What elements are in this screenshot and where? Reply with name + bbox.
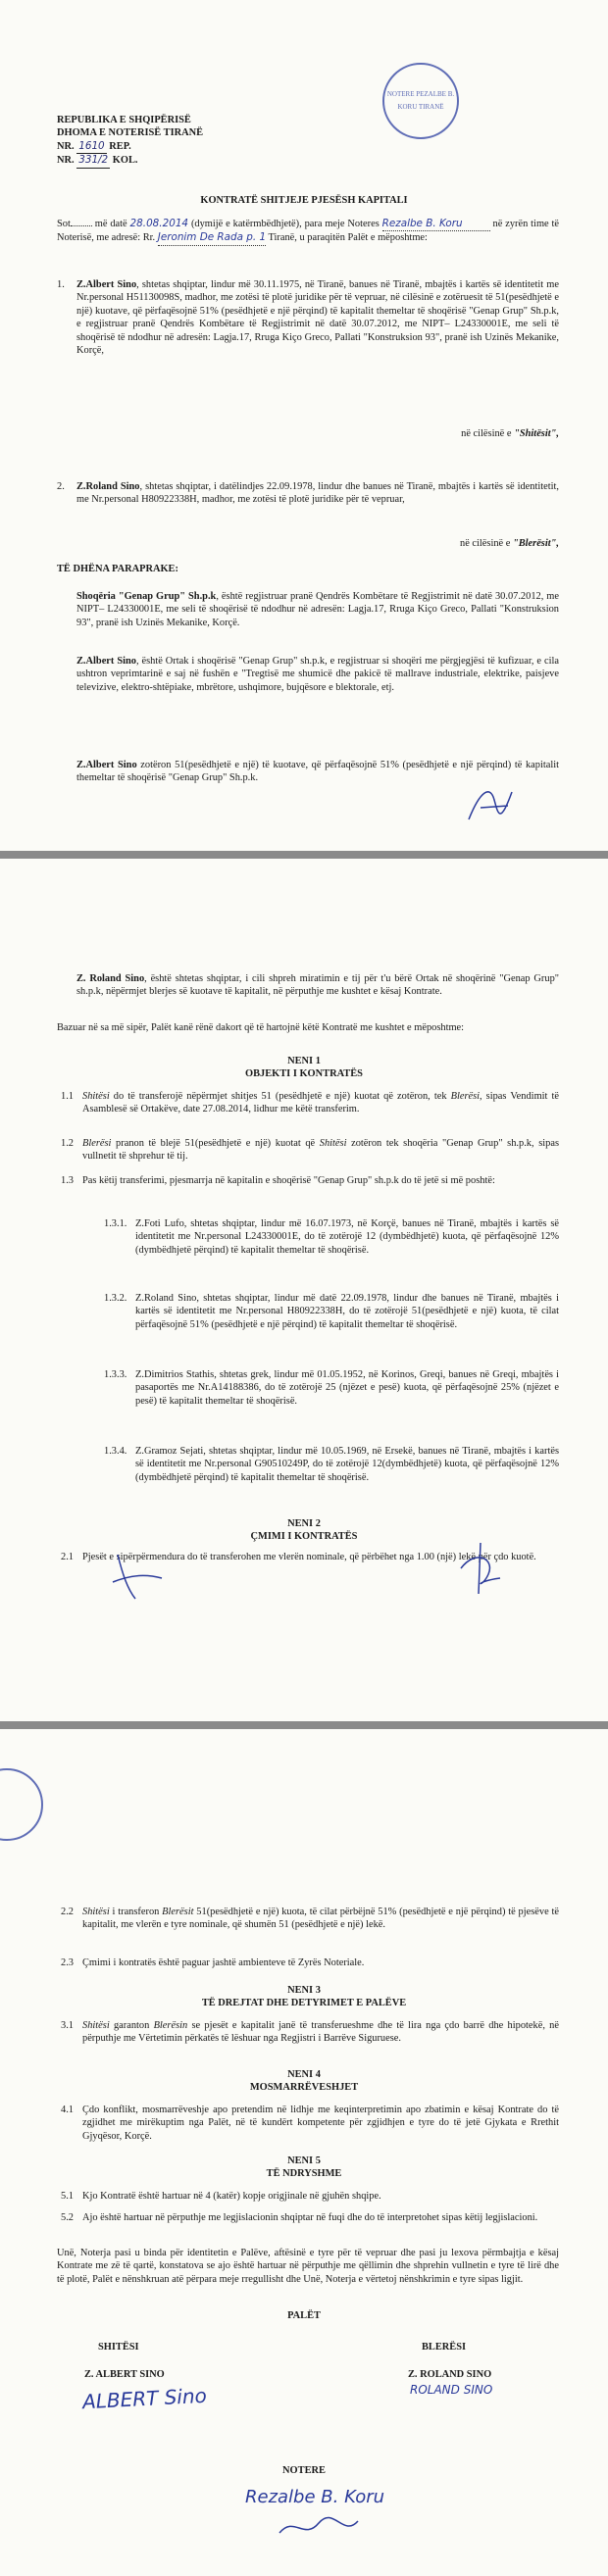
clause-1-3-4 (104, 1445, 559, 1484)
document-header (57, 114, 203, 169)
clause-1-2-number: 1.2 (61, 1138, 74, 1149)
clause-1-3-3-number: 1.3.3. (104, 1369, 127, 1380)
party2-number: 2. (57, 481, 65, 492)
kol-label: NR. (57, 155, 75, 167)
seller-label: SHITËSI (98, 2342, 139, 2353)
buyer-signature: ROLAND SINO (410, 2383, 493, 2397)
rep-number-handwritten: 1610 (76, 140, 106, 154)
clause-5-1-number: 5.1 (61, 2191, 74, 2202)
contract-title: KONTRATË SHITJEJE PJESËSH KAPITALI (200, 195, 408, 206)
clause-1-1-a: Shitësi (82, 1091, 110, 1102)
prelim1-text: , është regjistruar pranë Qendrës Kombëtare të Regjistrimit në datë 30.07.2012, me NIPT– L24330001E, me seli të shoqërisë të ndodhur në adresën: Lagja.17, Rruga Kiço Greco, Pallati "Konstruksion 93", pranë ish Uzinës Mekanike, Korçë. (76, 591, 559, 628)
clause-4-1 (61, 2104, 559, 2143)
clause-2-3-text: Çmimi i kontratës është paguar jashtë ambienteve të Zyrës Noteriale. (82, 1957, 365, 1968)
contract-page-2 (0, 859, 608, 1721)
header-line1: REPUBLIKA E SHQIPËRISË (57, 115, 191, 125)
intro-text-c: (dymijë e katërmbëdhjetë), para meje Noteres (190, 219, 380, 229)
rep-label: NR. (57, 140, 75, 152)
clause-4-1-number: 4.1 (61, 2105, 74, 2115)
clause-3-1-b: garanton (109, 2020, 154, 2031)
neni3-title: TË DREJTAT DHE DETYRIMET E PALËVE (201, 1998, 407, 2009)
clause-1-2-b: pranon të blejë 51(pesëdhjetë e një) kuotat që (111, 1138, 320, 1149)
intro-text-b: më datë (94, 219, 127, 229)
prelim2-name: Z.Albert Sino (76, 656, 136, 667)
clause-2-2-c: Blerësit (162, 1907, 194, 1917)
clause-1-3-1-number: 1.3.1. (104, 1218, 127, 1229)
neni4-number: NENI 4 (287, 2069, 321, 2080)
intro-text-rr: Rr. (142, 232, 156, 244)
clause-2-2-b: i transferon (109, 1907, 163, 1917)
clause-5-1-text: Kjo Kontratë është hartuar në 4 (katër) kopje origjinale në gjuhën shqipe. (82, 2191, 381, 2202)
clause-1-3-text: Pas këtij transferimi, pjesmarrja në kapitalin e shoqërisë "Genap Grup" sh.p.k do të jetë si më poshtë: (82, 1175, 495, 1186)
notary-signature: Rezalbe B. Koru (245, 2487, 385, 2507)
intro-paragraph (57, 218, 559, 246)
prelim3-text: zotëron 51(pesëdhjetë e një) të kuotave, që përfaqësojnë 51% (pesëdhjetë e një përqind) të kapitalit themeltar të shoqërisë "Genap Grup" Sh.p.k. (76, 760, 559, 784)
party1-text: , shtetas shqiptar, lindur më 30.11.1975, në Tiranë, banues në Tiranë, mbajtës i kartës së identitetit me Nr.personal H51130098S, madhor, me zotësi të plotë juridike për të vepruar, në cilësinë e zotëruesit të 51(pesëdhjetë e një) kuotave, që përfaqësojnë 51% (pesëdhjetë e një përqind) të kapitalit themeltar të shoqërisë "Genap Grup" Sh.p.k, e regjistruar pranë Qendrës Kombëtare të Regjistrimit në datë 30.07.2012, me NIPT– L24330001E, me seli të shoqërisë të ndodhur në adresën: Lagja.17, Rruga Kiço Greco, Pallati "Konstruksion 93", pranë ish Uzinës Mekanike, Korçë, (76, 279, 559, 357)
clause-5-1 (61, 2190, 559, 2203)
party2-role-b: "Blerësit", (512, 538, 559, 549)
clause-3-1-a: Shitësi (82, 2020, 110, 2031)
clause-2-3-number: 2.3 (61, 1957, 74, 1968)
rep-suffix: REP. (109, 140, 131, 152)
seller-signature: ALBERT Sino (81, 2383, 208, 2414)
clause-1-1-c: Blerësi (450, 1091, 481, 1102)
party1-name: Z.Albert Sino (76, 279, 137, 290)
clause-1-3-number: 1.3 (61, 1175, 74, 1186)
clause-2-2-number: 2.2 (61, 1907, 74, 1917)
parties-heading: PALËT (287, 2310, 321, 2321)
buyer-label: BLERËSI (422, 2342, 467, 2353)
buyer-consent-paragraph (76, 972, 559, 999)
clause-1-1-d: , sipas Vendimit të Asamblesë së Ortakëve, date 27.08.2014, lidhur me këtë transferim. (82, 1091, 559, 1115)
party-2 (57, 480, 559, 507)
clause-3-1-number: 3.1 (61, 2020, 74, 2031)
clause-1-3-4-text: Z.Gramoz Sejati, shtetas shqiptar, lindur më 10.05.1969, në Ersekë, banues në Tiranë, mbajtës i kartës së identitetit me Nr.personal G90510249P, do të zotërojë 12(dymbëdhjetë) kuota, që përfaqësojnë 12% (dymbëdhjetë përqind) të kapitalit themeltar të shoqërisë. (135, 1446, 559, 1483)
notary-label: NOTERE (282, 2465, 326, 2476)
initials-signature-right-icon (451, 1539, 510, 1598)
clause-1-3-2-text: Z.Roland Sino, shtetas shqiptar, lindur më datë 22.09.1978, lindur dhe banues në Tiranë, mbajtës i kartës së identitetit me Nr.personal H80922338H, do të zotërojë 51(pesëdhjetë e një) kuota, të cilat përfaqësojnë 51% (pesëdhjetë e një përqind) të kapitalit themeltar të shoqërisë. (135, 1293, 559, 1330)
clause-1-3-3-text: Z.Dimitrios Stathis, shtetas grek, lindur më 01.05.1952, në Korinos, Greqi, banues në Greqi, mbajtës i pasaportës me Nr.A14188386, do të zotërojë 25 (njëzet e pesë) kuota, që përfaqësojnë 25% (njëzet e pesë) të kapitalit themeltar të shoqërisë. (135, 1369, 559, 1407)
clause-1-3-4-number: 1.3.4. (104, 1446, 127, 1457)
neni1-number: NENI 1 (287, 1056, 321, 1066)
prelim1-name: Shoqëria "Genap Grup" Sh.p.k (76, 591, 217, 602)
clause-3-1 (61, 2019, 559, 2046)
neni5-number: NENI 5 (287, 2155, 321, 2166)
clause-1-1-b: do të transferojë nëpërmjet shitjes 51 (pesëdhjetë e një) kuotat që zotëron, tek (109, 1091, 451, 1102)
intro-text-a: Sot (57, 219, 71, 229)
intro-date-handwritten: 28.08.2014 (129, 218, 189, 229)
clause-1-3-1 (104, 1217, 559, 1257)
clause-1-2-a: Blerësi (82, 1138, 112, 1149)
intro-text-d: në zyrën time të Noterisë, me adresë: (57, 219, 560, 244)
clause-1-3 (61, 1174, 559, 1187)
contract-page-3 (0, 1729, 608, 2576)
buyer-name: Z. ROLAND SINO (408, 2369, 492, 2380)
kol-number-line (57, 154, 203, 168)
prelim-heading: TË DHËNA PARAPRAKE: (57, 564, 178, 574)
clause-3-1-d: se pjesët e kapitalit janë të transferueshme dhe të lira nga çdo barrë dhe hipotekë, në përputhje me Vërtetimin përkatës të lëshuar nga Regjistri i Barrëve Siguruese. (82, 2020, 559, 2045)
neni3-number: NENI 3 (287, 1985, 321, 1996)
prelim2-text: , është Ortak i shoqërisë "Genap Grup" sh.p.k, e regjistruar si shoqëri me përgjegjësi të kufizuar, e cila ushtron veprimtarinë e saj në fushën e "Tregtisë me shumicë dhe pakicë të mallrave industriale, elektrike, paisjeve televizive, elektro-shtëpiake, mbrëtore, ushqimore, bujqësore e blektorale, etj. (76, 656, 559, 693)
agreement-paragraph: Bazuar në sa më sipër, Palët kanë rënë dakort që të hartojnë këtë Kontratë me kushtet e mëposhtme: (57, 1022, 465, 1033)
neni2-number: NENI 2 (287, 1518, 321, 1529)
initials-signature-icon (461, 780, 520, 829)
clause-1-3-1-text: Z.Foti Lufo, shtetas shqiptar, lindur më 16.07.1973, në Korçë, banues në Tiranë, mbajtës i kartës së identitetit me Nr.personal L24330001E, do të zotërojë 12 (dymbëdhjetë) kuota, që përfaqësojnë 12% (dymbëdhjetë përqind) të kapitalit themeltar të shoqërisë. (135, 1218, 559, 1256)
neni3-heading (0, 1984, 608, 2010)
clause-2-3 (61, 1957, 559, 1969)
clause-2-2-d: 51(pesëdhjetë e një) kuota, të cilat përbëjnë 51% (pesëdhjetë e një përqind) të pjesëve të kapitalit, me vlerën e tyre nominale, që shumën 51 (pesëdhjetë e një) lekë. (82, 1907, 559, 1931)
clause-1-3-2-number: 1.3.2. (104, 1293, 127, 1304)
party-1 (57, 278, 559, 357)
neni1-title: OBJEKTI I KONTRATËS (245, 1068, 363, 1080)
party1-role-a: në cilësinë e (461, 428, 515, 439)
clause-1-3-2 (104, 1292, 559, 1331)
prelim-item-1 (76, 590, 559, 629)
clause-5-2-number: 5.2 (61, 2212, 74, 2223)
neni5-title: TË NDRYSHME (266, 2168, 342, 2180)
seller-name: Z. ALBERT SINO (84, 2369, 165, 2380)
intro-address-handwritten: Jeronim De Rada p. 1 (158, 231, 266, 245)
notary-stamp (382, 63, 459, 139)
clause-4-1-text: Çdo konflikt, mosmarrëveshje apo pretendim në lidhje me keqinterpretimin apo zbatimin e kësaj Kontrate do të zgjidhet me mirëkuptim nga Palët, në të kundërt kompetente për zgjidhjen e tyre do të jetë Gjykata e Rrethit Gjyqësor, Korçë. (82, 2105, 559, 2142)
party1-role (294, 427, 559, 440)
para1-text: , është shtetas shqiptar, i cili shpreh miratimin e tij për t'u bërë Ortak në shoqërinë "Genap Grup" sh.p.k, nëpërmjet blerjes së kuotave të kapitalit, në përputhje me kushtet e kësaj Kontrate. (76, 973, 560, 998)
party2-role-a: në cilësinë e (460, 538, 513, 549)
clause-2-2-a: Shitësi (82, 1907, 110, 1917)
header-line2: DHOMA E NOTERISË TIRANË (57, 127, 204, 139)
neni2-heading (0, 1517, 608, 1544)
clause-1-3-3 (104, 1368, 559, 1408)
party2-name: Z.Roland Sino (76, 481, 140, 492)
contract-page-1 (0, 0, 608, 851)
neni4-heading (0, 2068, 608, 2095)
clause-1-1-number: 1.1 (61, 1091, 74, 1102)
kol-suffix: KOL. (112, 155, 138, 167)
neni4-title: MOSMARRËVESHJET (249, 2082, 359, 2094)
clause-2-1-text: Pjesët e sipërpërmendura do të transferohen me vlerën nominale, që përbëhet nga 1.00 (një) lekë për çdo kuotë. (82, 1552, 536, 1562)
prelim-item-2 (76, 655, 559, 694)
neni2-title: ÇMIMI I KONTRATËS (250, 1531, 358, 1543)
para1-name: Z. Roland Sino (76, 973, 145, 984)
intro-notary-handwritten: Rezalbe B. Koru (382, 218, 490, 231)
clause-1-1 (61, 1090, 559, 1116)
clause-1-2-c: Shitësi (319, 1138, 347, 1149)
neni5-heading (0, 2155, 608, 2181)
intro-text-e: Tiranë, u paraqitën Palët e mëposhtme: (268, 232, 428, 244)
clause-2-2 (61, 1906, 559, 1932)
party1-number: 1. (57, 279, 65, 290)
initials-signature-left-icon (108, 1545, 167, 1604)
clause-5-2-text: Ajo është hartuar në përputhje me legjislacionin shqiptar në fuqi dhe do të interpretohet sipas këtij legjislacioni. (82, 2212, 538, 2223)
notary-closing-paragraph: Unë, Noterja pasi u binda për identitetin e Palëve, aftësinë e tyre për të vepruar dhe pasi ju lexova përmbajtja e kësaj Kontrate me zë të qartë, konstatova se ajo është hartuar në përputhje me qëllimin dhe shprehin vullnetin e tyre të lirë dhe të plotë, Palët e nënshkruan atë përpara meje rregullisht dhe Unë, Noterja e vërtetoj nënshkrimin e tyre sipas ligjit. (57, 2248, 559, 2285)
stamp-text: NOTERE PEZALBE B. KORU TIRANË (386, 89, 455, 111)
party2-text: , shtetas shqiptar, i datëlindjes 22.09.1978, lindur dhe banues në Tiranë, mbajtës i kartës së identitetit, me Nr.personal H80922338H, madhor, me zotësi të plotë juridike për të vepruar, (76, 481, 559, 506)
prelim3-name: Z.Albert Sino (76, 760, 137, 770)
kol-number-handwritten: 331/2 (76, 154, 110, 168)
clause-3-1-c: Blerësin (153, 2020, 188, 2031)
party2-role (294, 537, 559, 550)
clause-5-2 (61, 2211, 559, 2224)
neni1-heading (0, 1055, 608, 1081)
notary-flourish-icon (275, 2513, 363, 2543)
clause-2-1-number: 2.1 (61, 1552, 74, 1562)
clause-1-2 (61, 1137, 559, 1164)
notary-stamp-edge (0, 1768, 43, 1841)
party1-role-b: "Shitësit", (514, 428, 559, 439)
rep-number-line (57, 140, 203, 154)
clause-1-2-d: zotëron tek shoqëria "Genap Grup" sh.p.k, sipas vullnetit të shprehur të tij. (82, 1138, 559, 1163)
